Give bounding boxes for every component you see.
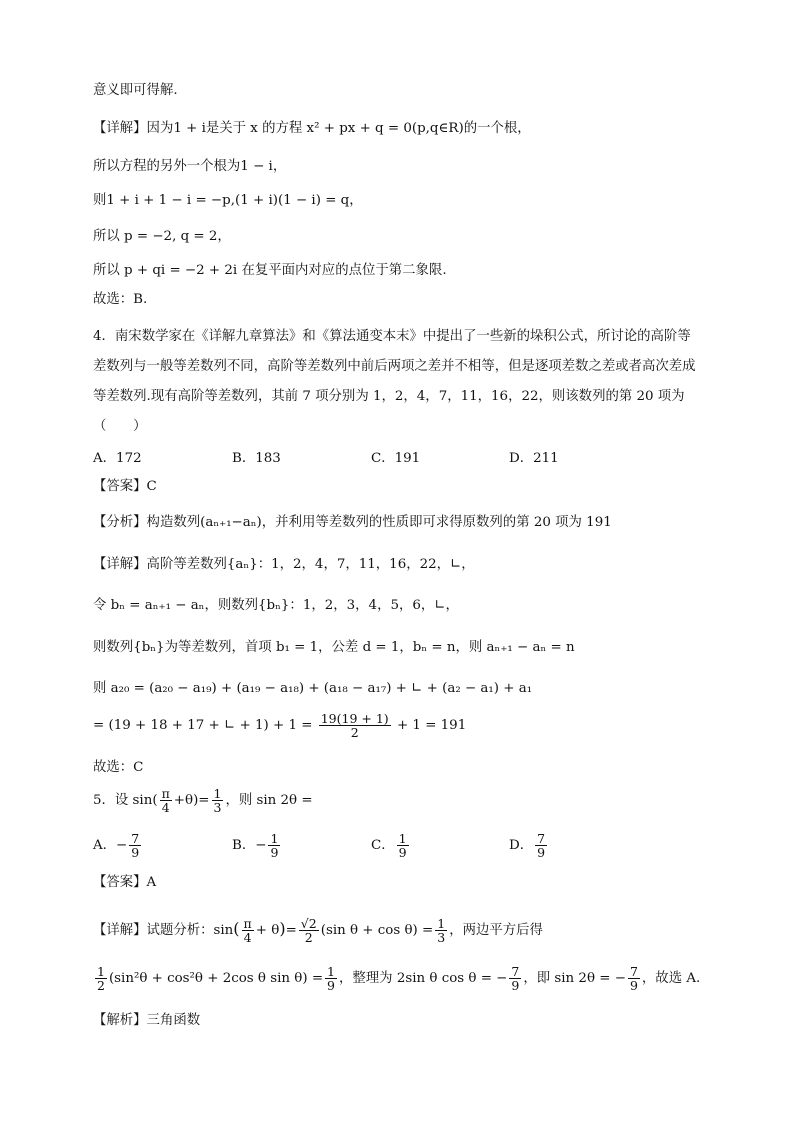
option-label: B．− bbox=[232, 838, 267, 853]
fraction bbox=[212, 787, 224, 814]
denominator: 3 bbox=[213, 800, 222, 815]
option-label: A．− bbox=[93, 838, 128, 853]
numerator: π bbox=[161, 786, 170, 801]
denominator: 3 bbox=[437, 930, 446, 945]
fraction bbox=[435, 917, 447, 944]
detail-text: ，即 sin 2θ = − bbox=[523, 971, 626, 986]
option-c bbox=[371, 832, 411, 859]
equation-part: = (19 + 18 + 17 + ∟ + 1) + 1 = bbox=[93, 718, 313, 733]
numerator: 1 bbox=[213, 786, 222, 801]
plus-theta: + θ bbox=[255, 923, 280, 938]
analysis-line: 【分析】构造数列(aₙ₊₁−aₙ)，并利用等差数列的性质即可求得原数列的第 20 项为 191 bbox=[93, 515, 612, 530]
denominator: 9 bbox=[398, 845, 407, 860]
detail-text: (sin θ + cos θ) = bbox=[320, 923, 434, 938]
detail-line: 【详解】因为1 + i是关于 x 的方程 x² + px + q = 0(p,q∈R)的一个根， bbox=[93, 121, 531, 136]
selection-line: 故选：B. bbox=[93, 292, 148, 307]
text-line: 则1 + i + 1 − i = −p,(1 + i)(1 − i) = q， bbox=[93, 193, 363, 208]
numerator: π bbox=[243, 916, 252, 931]
text-line: 所以 p + qi = −2 + 2i 在复平面内对应的点位于第二象限. bbox=[93, 263, 447, 278]
text-line: 令 bₙ = aₙ₊₁ − aₙ，则数列{bₙ}：1，2，3，4，5，6，∟， bbox=[93, 598, 459, 613]
numerator: 1 bbox=[327, 964, 335, 979]
fraction bbox=[509, 965, 521, 992]
numerator: 19(19 + 1) bbox=[320, 711, 389, 726]
detail-text: ，整理为 2sin θ cos θ = − bbox=[339, 971, 508, 986]
text-line: 所以方程的另外一个根为1 − i， bbox=[93, 159, 287, 174]
denominator: 4 bbox=[161, 800, 170, 815]
option-c: C．191 bbox=[371, 451, 421, 466]
selection-line: 故选：C bbox=[93, 760, 144, 775]
option-a: A．172 bbox=[93, 451, 142, 466]
numerator: 7 bbox=[629, 964, 638, 979]
answer-line: 【答案】C bbox=[93, 479, 157, 494]
numerator: 7 bbox=[537, 831, 546, 846]
denominator: 2 bbox=[97, 978, 105, 993]
detail-text: 【详解】试题分析：sin bbox=[93, 923, 234, 938]
detail-line: 【详解】高阶等差数列{aₙ}：1，2，4，7，11，16，22，∟， bbox=[93, 557, 475, 572]
question-text: 5．设 sin( bbox=[93, 793, 158, 808]
fraction bbox=[325, 965, 337, 992]
fraction bbox=[628, 965, 640, 992]
detail-text: (sin²θ + cos²θ + 2cos θ sin θ) = bbox=[108, 971, 324, 986]
fraction bbox=[299, 917, 319, 944]
answer-line: 【答案】A bbox=[93, 875, 157, 890]
numerator: 7 bbox=[511, 964, 520, 979]
detail-line bbox=[93, 914, 543, 946]
denominator: 2 bbox=[304, 930, 313, 945]
option-a bbox=[93, 832, 143, 859]
detail-line bbox=[93, 964, 700, 994]
option-b bbox=[232, 832, 282, 859]
numerator: 1 bbox=[97, 964, 105, 979]
text-line: 意义即可得解. bbox=[93, 83, 178, 98]
denominator: 9 bbox=[629, 978, 638, 993]
text-line: 则数列{bₙ}为等差数列，首项 b₁ = 1，公差 d = 1，bₙ = n，则 aₙ₊₁ − aₙ = n bbox=[93, 640, 575, 655]
detail-text: ，两边平方后得 bbox=[449, 923, 543, 938]
numerator: 7 bbox=[131, 831, 140, 846]
paren-close: ) bbox=[279, 919, 286, 938]
fraction bbox=[95, 965, 107, 992]
option-label: D． bbox=[509, 838, 534, 853]
text-line: 所以 p = −2, q = 2， bbox=[93, 229, 231, 244]
fraction bbox=[268, 832, 280, 859]
numerator: 1 bbox=[270, 831, 279, 846]
numerator: 1 bbox=[437, 916, 446, 931]
denominator: 9 bbox=[270, 845, 279, 860]
denominator: 9 bbox=[511, 978, 520, 993]
fraction bbox=[242, 917, 254, 944]
question-5 bbox=[93, 787, 313, 814]
question-text: ，则 sin 2θ = bbox=[225, 793, 313, 808]
fraction bbox=[397, 832, 409, 859]
detail-text: ，故选 A. bbox=[641, 971, 701, 986]
paren-open: ( bbox=[233, 919, 240, 938]
denominator: 9 bbox=[327, 978, 335, 993]
text-line: 则 a₂₀ = (a₂₀ − a₁₉) + (a₁₉ − a₁₈) + (a₁₈ − a₁₇) + ∟ + (a₂ − a₁) + a₁ bbox=[93, 681, 533, 696]
denominator: 9 bbox=[131, 845, 140, 860]
numerator: √2 bbox=[300, 916, 317, 931]
fraction bbox=[160, 787, 172, 814]
fraction bbox=[535, 832, 547, 859]
denominator: 4 bbox=[243, 930, 252, 945]
denominator: 9 bbox=[537, 845, 546, 860]
question-text: +θ)= bbox=[173, 793, 210, 808]
numerator: 1 bbox=[398, 831, 407, 846]
detail-text: = bbox=[285, 923, 297, 938]
option-b: B．183 bbox=[232, 451, 281, 466]
fraction bbox=[319, 712, 391, 739]
analysis-line: 【解析】三角函数 bbox=[93, 1013, 201, 1028]
denominator: 2 bbox=[350, 725, 359, 740]
option-label: C． bbox=[371, 838, 395, 853]
option-d bbox=[509, 832, 549, 859]
equation-part: + 1 = 191 bbox=[396, 718, 467, 733]
equation-line bbox=[93, 712, 466, 740]
option-d: D．211 bbox=[509, 451, 559, 466]
fraction bbox=[129, 832, 141, 859]
question-4: 4．南宋数学家在《详解九章算法》和《算法通变本末》中提出了一些新的垛积公式，所讨论的高阶等差数列与一般等差数列不同，高阶等差数列中前后两项之差并不相等，但是逐项差数之差或者高次差成等差数列.现有高阶等差数列，其前 7 项分别为 1，2，4，7，11，16，22，则该数列的第 20 项为（ ） bbox=[93, 329, 696, 434]
